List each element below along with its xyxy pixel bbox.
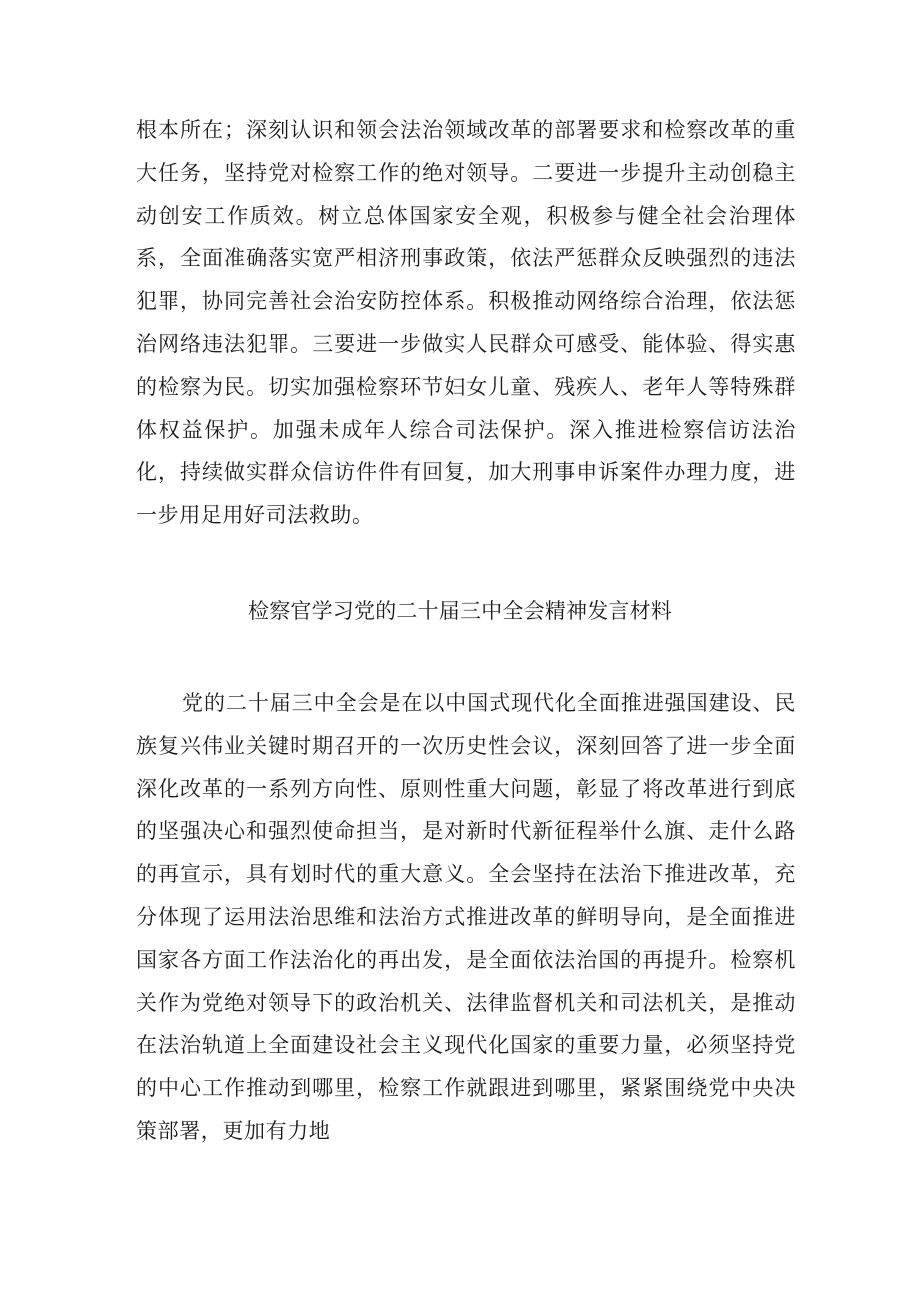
continuation-paragraph: 根本所在；深刻认识和领会法治领域改革的部署要求和检察改革的重大任务，坚持党对检察工作的绝对领导。二要进一步提升主动创稳主动创安工作质效。树立总体国家安全观，积极参与健全社会治理体系，全面准确落实宽严相济刑事政策，依法严惩群众反映强烈的违法犯罪，协同完善社会治安防控体系。积极推动网络综合治理，依法惩治网络违法犯罪。三要进一步做实人民群众可感受、能体验、得实惠的检察为民。切实加强检察环节妇女儿童、残疾人、老年人等特殊群体权益保护。加强未成年人综合司法保护。深入推进检察信访法治化，持续做实群众信访件件有回复，加大刑事申诉案件办理力度，进一步用足用好司法救助。 bbox=[136, 118, 796, 528]
section-title: 检察官学习党的二十届三中全会精神发言材料 bbox=[248, 599, 672, 623]
body-paragraph: 党的二十届三中全会是在以中国式现代化全面推进强国建设、民族复兴伟业关键时期召开的一次历史性会议，深刻回答了进一步全面深化改革的一系列方向性、原则性重大问题，彰显了将改革进行到底的坚强决心和强烈使命担当，是对新时代新征程举什么旗、走什么路的再宣示，具有划时代的重大意义。全会坚持在法治下推进改革，充分体现了运用法治思维和法治方式推进改革的鲜明导向，是全面推进国家各方面工作法治化的再出发，是全面依法治国的再提升。检察机关作为党绝对领导下的政治机关、法律监督机关和司法机关，是推动在法治轨道上全面建设社会主义现代化国家的重要力量，必须坚持党的中心工作推动到哪里，检察工作就跟进到哪里，紧紧围绕党中央决策部署，更加有力地 bbox=[136, 691, 796, 1143]
